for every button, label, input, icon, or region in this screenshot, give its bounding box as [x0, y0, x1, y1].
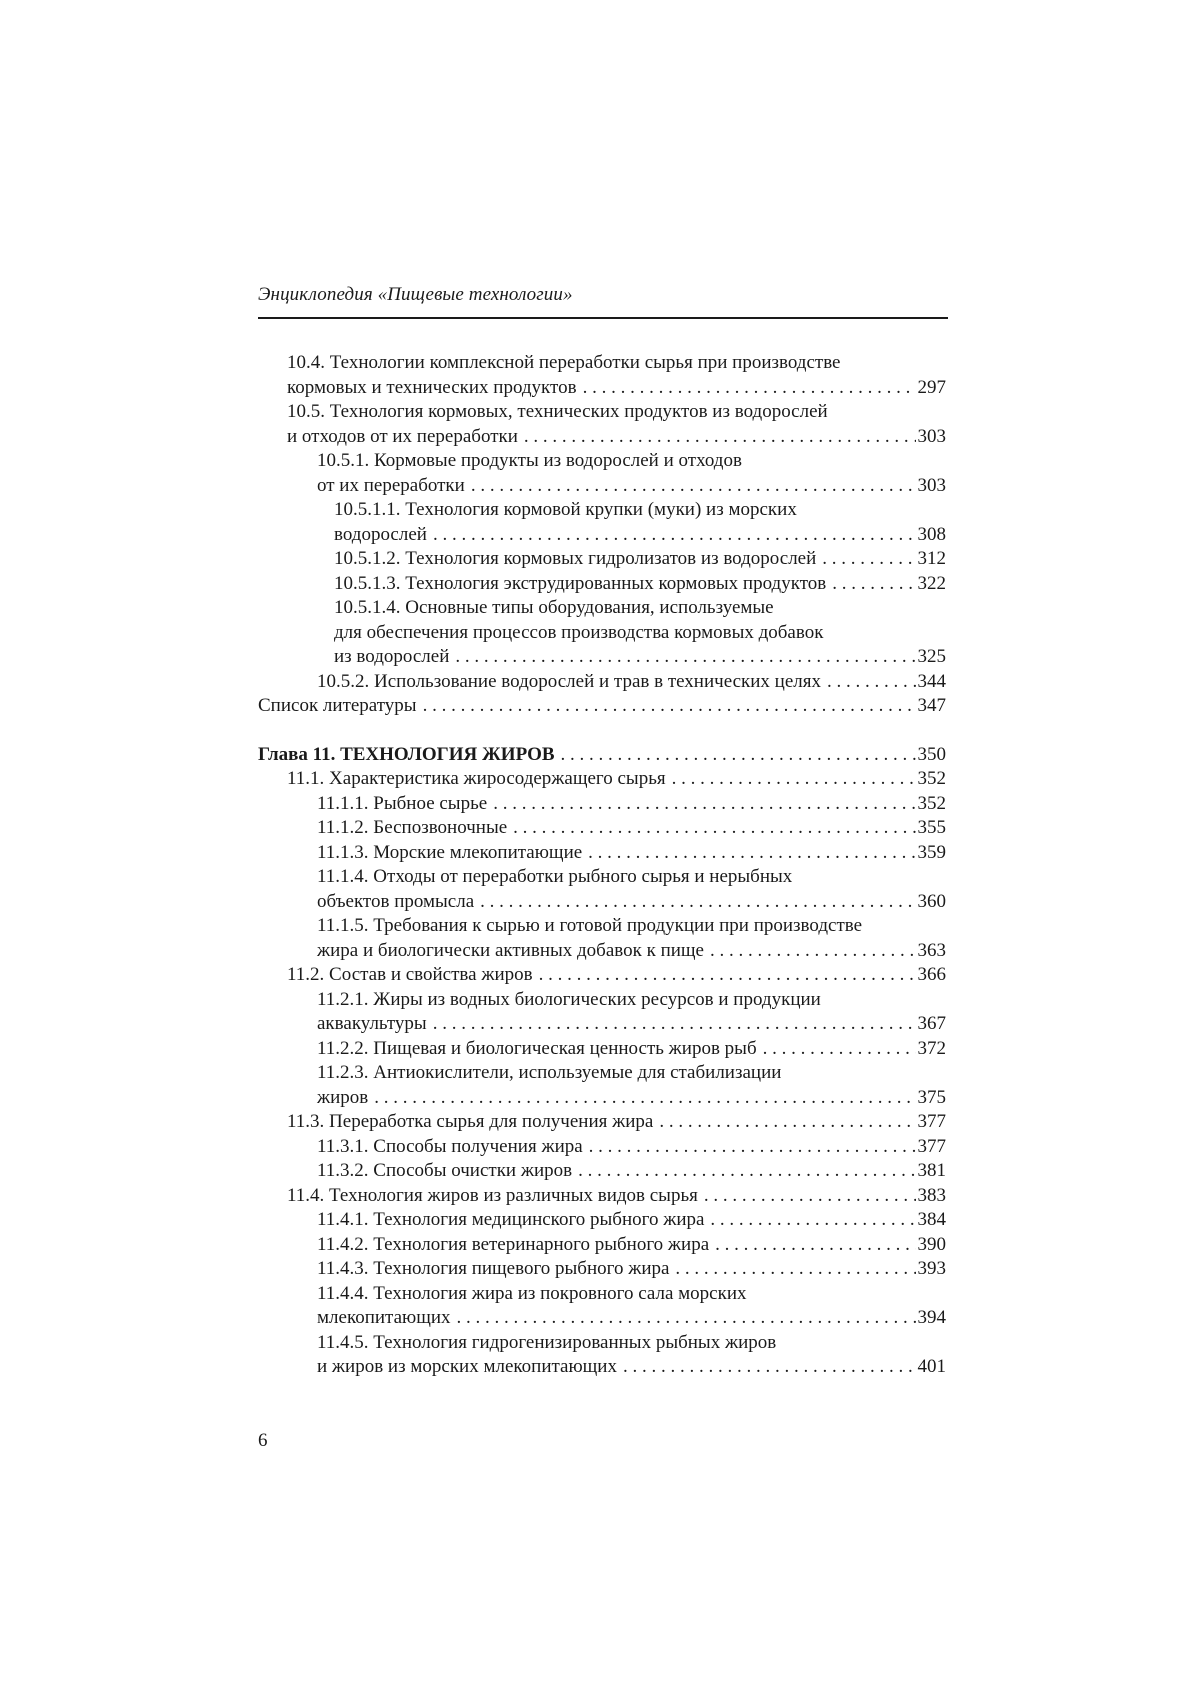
toc-line — [317, 1331, 946, 1356]
toc-line — [317, 914, 946, 939]
dot-leader — [493, 792, 915, 817]
toc-line — [317, 670, 946, 695]
dot-leader — [588, 841, 915, 866]
chapter-spacer — [258, 719, 946, 743]
toc-entry[interactable] — [258, 547, 946, 572]
dot-leader — [715, 1233, 915, 1258]
dot-leader — [623, 1355, 916, 1380]
toc-entry[interactable] — [258, 1233, 946, 1258]
toc-entry[interactable] — [258, 865, 946, 914]
dot-leader — [589, 1135, 916, 1160]
dot-leader — [578, 1159, 915, 1184]
toc-page-number: 381 — [917, 1160, 946, 1181]
toc-entry-title: 10.4. Технологии комплексной переработки сырья при производстве — [287, 352, 841, 373]
toc-page-number: 363 — [917, 939, 946, 961]
dot-leader — [423, 694, 916, 719]
toc-entry[interactable] — [258, 596, 946, 670]
toc-line — [334, 547, 946, 572]
toc-entry-title: 11.2.2. Пищевая и биологическая ценность жиров рыб — [317, 1037, 757, 1059]
page-number: 6 — [258, 1430, 268, 1451]
toc-entry[interactable] — [258, 1208, 946, 1233]
dot-leader — [513, 816, 915, 841]
toc-page-number: 322 — [917, 572, 946, 594]
toc-page-number: 352 — [917, 768, 946, 789]
toc-line — [317, 474, 946, 499]
toc-line — [317, 1135, 946, 1160]
dot-leader — [480, 890, 915, 915]
dot-leader — [433, 523, 916, 548]
toc-page-number: 401 — [917, 1356, 946, 1377]
toc-page-number: 350 — [917, 743, 946, 765]
dot-leader — [710, 939, 916, 964]
toc-page-number: 372 — [917, 1037, 946, 1059]
toc-line — [287, 767, 946, 792]
toc-entry-title: 11.3.1. Способы получения жира — [317, 1135, 583, 1157]
table-of-contents — [258, 351, 946, 1380]
dot-leader — [827, 670, 915, 695]
toc-entry[interactable] — [258, 694, 946, 719]
toc-page-number: 325 — [917, 646, 946, 667]
toc-page-number: 312 — [917, 548, 946, 569]
toc-entry[interactable] — [258, 400, 946, 449]
toc-entry-title: 11.1.5. Требования к сырью и готовой продукции при производстве — [317, 915, 863, 936]
toc-entry[interactable] — [258, 1037, 946, 1062]
toc-line — [287, 400, 946, 425]
toc-line — [317, 988, 946, 1013]
toc-line — [334, 621, 946, 646]
toc-page-number: 384 — [917, 1209, 946, 1230]
toc-entry-title: жира и биологически активных добавок к пище — [317, 939, 704, 961]
toc-line — [317, 1282, 946, 1307]
toc-page-number: 303 — [917, 425, 946, 447]
toc-entry-title: и жиров из морских млекопитающих — [317, 1356, 617, 1377]
toc-entry[interactable] — [258, 1110, 946, 1135]
toc-entry-title: 11.4.3. Технология пищевого рыбного жира — [317, 1258, 670, 1279]
toc-line — [334, 645, 946, 670]
toc-entry-title: 11.3. Переработка сырья для получения жира — [287, 1111, 654, 1132]
toc-entry[interactable] — [258, 816, 946, 841]
toc-entry-title: 11.4. Технология жиров из различных видов сырья — [287, 1184, 698, 1206]
toc-entry-title: 11.4.2. Технология ветеринарного рыбного жира — [317, 1233, 710, 1255]
dot-leader — [471, 474, 916, 499]
toc-line — [317, 1257, 946, 1282]
toc-entry-title: Список литературы — [258, 695, 417, 716]
toc-chapter-entry[interactable] — [258, 743, 946, 768]
toc-line — [287, 1184, 946, 1209]
dot-leader — [763, 1037, 916, 1062]
toc-entry-title: 11.1. Характеристика жиросодержащего сырья — [287, 768, 666, 789]
toc-entry-title: 10.5.1.1. Технология кормовой крупки (муки) из морских — [334, 499, 797, 520]
toc-entry-title: от их переработки — [317, 474, 465, 496]
dot-leader — [675, 1257, 915, 1282]
toc-entry-title: Глава 11. ТЕХНОЛОГИЯ ЖИРОВ — [258, 743, 555, 765]
toc-line — [317, 1208, 946, 1233]
toc-page-number: 377 — [917, 1111, 946, 1132]
toc-entry-title: 10.5. Технология кормовых, технических продуктов из водорослей — [287, 401, 828, 422]
toc-entry-title: жиров — [317, 1086, 369, 1108]
toc-line — [317, 1306, 946, 1331]
toc-entry-title: 11.1.2. Беспозвоночные — [317, 817, 508, 838]
toc-page-number: 308 — [917, 523, 946, 545]
toc-line — [317, 1233, 946, 1258]
dot-leader — [374, 1086, 915, 1111]
toc-entry[interactable] — [258, 1135, 946, 1160]
toc-entry-title: аквакультуры — [317, 1013, 427, 1034]
toc-line — [317, 939, 946, 964]
toc-line — [334, 596, 946, 621]
toc-entry-title: объектов промысла — [317, 890, 475, 912]
toc-page-number: 352 — [917, 792, 946, 814]
toc-line — [287, 1110, 946, 1135]
toc-page-number: 366 — [917, 964, 946, 985]
toc-line — [258, 743, 946, 768]
toc-entry-title: 10.5.1. Кормовые продукты из водорослей и отходов — [317, 450, 742, 471]
toc-entry-title: 10.5.1.3. Технология экструдированных кормовых продуктов — [334, 572, 827, 594]
toc-entry-title: водорослей — [334, 523, 427, 545]
toc-page-number: 344 — [917, 670, 946, 692]
toc-entry-title: 10.5.1.4. Основные типы оборудования, используемые — [334, 597, 774, 618]
toc-entry-title: 11.2.1. Жиры из водных биологических ресурсов и продукции — [317, 988, 821, 1010]
toc-line — [317, 816, 946, 841]
toc-line — [258, 694, 946, 719]
toc-line — [334, 572, 946, 597]
toc-entry-title: 11.1.1. Рыбное сырье — [317, 792, 488, 814]
dot-leader — [832, 572, 915, 597]
toc-entry-title: кормовых и технических продуктов — [287, 376, 577, 398]
toc-entry[interactable] — [258, 1159, 946, 1184]
toc-entry-title: 11.3.2. Способы очистки жиров — [317, 1160, 573, 1181]
toc-line — [317, 1355, 946, 1380]
toc-entry-title: 11.4.1. Технология медицинского рыбного жира — [317, 1209, 705, 1230]
toc-page-number: 347 — [917, 695, 946, 716]
toc-line — [317, 792, 946, 817]
toc-entry[interactable] — [258, 988, 946, 1037]
toc-entry[interactable] — [258, 767, 946, 792]
toc-entry[interactable] — [258, 963, 946, 988]
dot-leader — [822, 547, 915, 572]
toc-page-number: 355 — [917, 817, 946, 838]
toc-entry[interactable] — [258, 572, 946, 597]
toc-entry[interactable] — [258, 792, 946, 817]
toc-entry-title: 10.5.1.2. Технология кормовых гидролизатов из водорослей — [334, 548, 817, 569]
toc-page-number: 394 — [917, 1307, 946, 1328]
toc-entry-title: 11.2. Состав и свойства жиров — [287, 964, 533, 985]
dot-leader — [672, 767, 916, 792]
toc-line — [317, 890, 946, 915]
toc-entry-title: 11.4.5. Технология гидрогенизированных рыбных жиров — [317, 1331, 777, 1353]
toc-page-number: 297 — [917, 376, 946, 398]
toc-entry[interactable] — [258, 498, 946, 547]
dot-leader — [710, 1208, 915, 1233]
toc-line — [317, 1159, 946, 1184]
toc-entry-title: для обеспечения процессов производства кормовых добавок — [334, 621, 824, 643]
toc-entry-title: млекопитающих — [317, 1307, 451, 1328]
toc-page-number: 393 — [917, 1258, 946, 1279]
dot-leader — [524, 425, 916, 450]
dot-leader — [659, 1110, 915, 1135]
toc-line — [287, 376, 946, 401]
toc-entry[interactable] — [258, 841, 946, 866]
dot-leader — [561, 743, 916, 768]
toc-page-number: 360 — [917, 890, 946, 912]
toc-entry-title: из водорослей — [334, 646, 450, 667]
toc-entry-title: 11.2.3. Антиокислители, используемые для стабилизации — [317, 1062, 782, 1083]
toc-page-number: 377 — [917, 1135, 946, 1157]
toc-line — [287, 351, 946, 376]
toc-entry[interactable] — [258, 351, 946, 400]
toc-entry[interactable] — [258, 1257, 946, 1282]
toc-entry-title: 11.1.4. Отходы от переработки рыбного сырья и нерыбных — [317, 866, 793, 887]
dot-leader — [539, 963, 916, 988]
toc-line — [317, 865, 946, 890]
toc-page-number: 375 — [917, 1086, 946, 1108]
toc-line — [287, 425, 946, 450]
toc-entry-title: 10.5.2. Использование водорослей и трав в технических целях — [317, 670, 822, 692]
toc-entry[interactable] — [258, 670, 946, 695]
dot-leader — [583, 376, 916, 401]
toc-entry[interactable] — [258, 1331, 946, 1380]
toc-line — [317, 1086, 946, 1111]
toc-line — [317, 1012, 946, 1037]
toc-line — [317, 841, 946, 866]
toc-page-number: 390 — [917, 1233, 946, 1255]
dot-leader — [433, 1012, 916, 1037]
toc-entry-title: 11.4.4. Технология жира из покровного сала морских — [317, 1282, 747, 1304]
toc-page-number: 383 — [917, 1184, 946, 1206]
toc-entry[interactable] — [258, 1184, 946, 1209]
toc-entry[interactable] — [258, 914, 946, 963]
toc-entry-title: и отходов от их переработки — [287, 425, 518, 447]
toc-line — [317, 1061, 946, 1086]
toc-line — [287, 963, 946, 988]
dot-leader — [455, 645, 915, 670]
toc-entry-title: 11.1.3. Морские млекопитающие — [317, 841, 583, 863]
header-rule — [258, 317, 948, 319]
toc-page-number: 367 — [917, 1013, 946, 1034]
toc-entry[interactable] — [258, 449, 946, 498]
dot-leader — [457, 1306, 916, 1331]
toc-line — [334, 498, 946, 523]
toc-line — [334, 523, 946, 548]
toc-entry[interactable] — [258, 1282, 946, 1331]
dot-leader — [704, 1184, 916, 1209]
toc-line — [317, 449, 946, 474]
toc-entry[interactable] — [258, 1061, 946, 1110]
toc-page-number: 303 — [917, 474, 946, 496]
running-head: Энциклопедия «Пищевые технологии» — [258, 284, 573, 305]
toc-page-number: 359 — [917, 841, 946, 863]
toc-line — [317, 1037, 946, 1062]
